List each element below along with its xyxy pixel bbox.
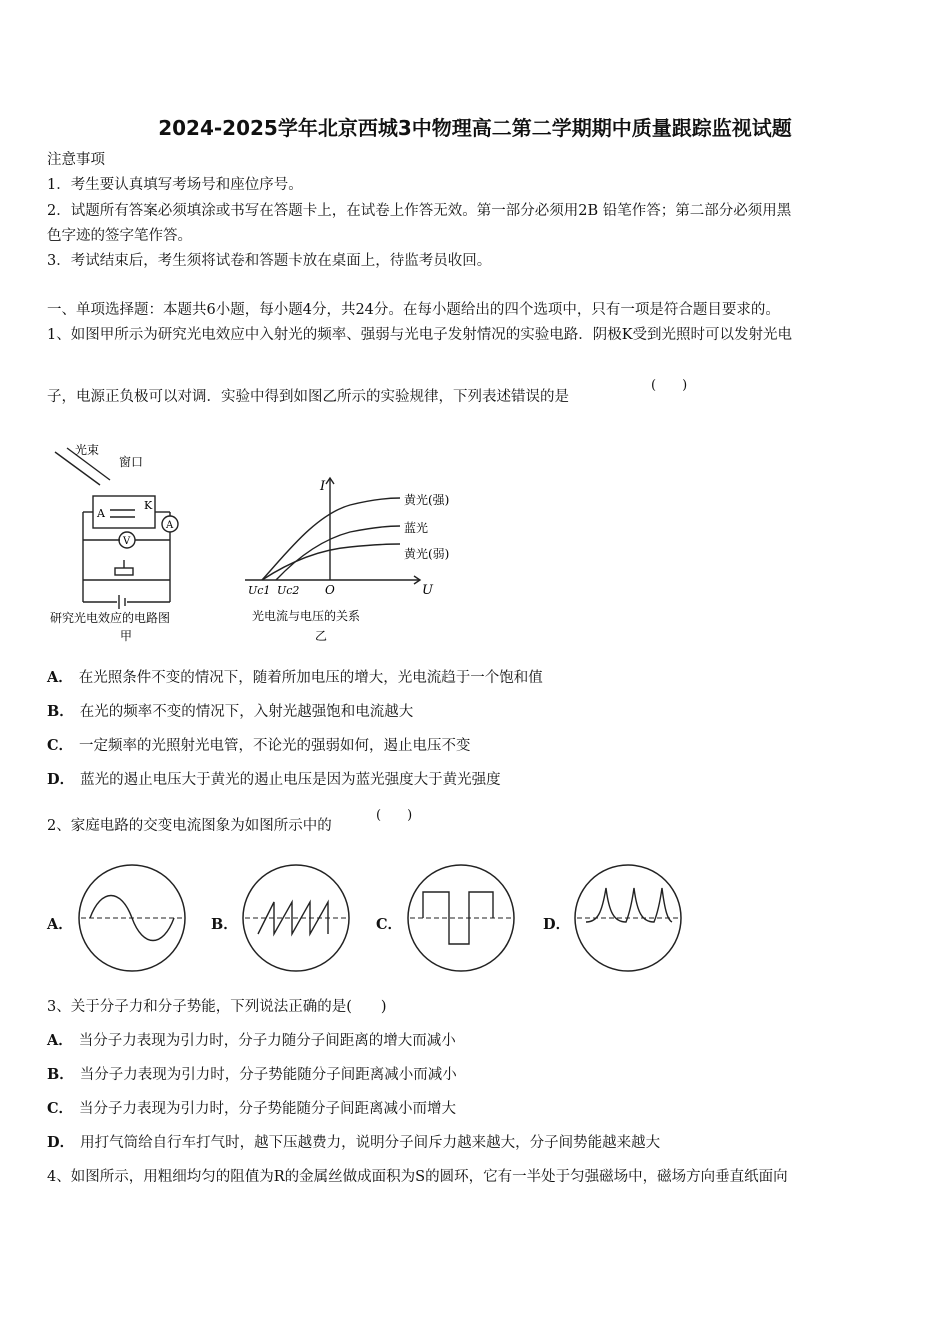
legend-yellow-strong: 黄光(强) [404, 493, 450, 507]
q2-option-d-label[interactable]: D． [543, 916, 571, 933]
q2-option-a-label[interactable]: A． [47, 916, 73, 933]
q1-answer-paren: ( ) [651, 378, 688, 393]
q1-iu-graph [240, 470, 470, 648]
q2-answer-paren: ( ) [376, 808, 413, 823]
label-ammeter: A [166, 520, 174, 531]
label-voltmeter: V [123, 536, 131, 547]
label-uc1: Uc1 [248, 584, 271, 597]
label-cathode: K [144, 499, 153, 512]
q4-stem: 4、如图所示，用粗细均匀的阻值为R的金属丝做成面积为S的圆环，它有一半处于匀强磁场中，磁场方向垂直纸面向 [47, 1169, 788, 1185]
fig-b-caption: 光电流与电压的关系 [252, 609, 361, 623]
q1-circuit-figure [45, 440, 215, 645]
q1-option-a[interactable]: A． 在光照条件不变的情况下，随着所加电压的增大，光电流趋于一个饱和值 [47, 669, 543, 686]
q1-option-d[interactable]: D． 蓝光的遏止电压大于黄光的遏止电压是因为蓝光强度大于黄光强度 [47, 771, 501, 788]
label-beam: 光束 [75, 443, 100, 457]
q2-option-c-square[interactable] [405, 862, 517, 974]
q2-option-b-label[interactable]: B． [211, 916, 238, 933]
section-heading: 一、单项选择题：本题共6小题，每小题4分，共24分。在每小题给出的四个选项中，只有一项是符合题目要求的。 [47, 302, 780, 318]
q2-stem: 2、家庭电路的交变电流图象为如图所示中的 [47, 818, 332, 834]
q3-option-d[interactable]: D． 用打气筒给自行车打气时，越下压越费力，说明分子间斥力越来越大，分子间势能越来越大 [47, 1134, 661, 1151]
q3-stem: 3、关于分子力和分子势能，下列说法正确的是( ) [47, 999, 387, 1015]
q2-option-c-label[interactable]: C． [376, 916, 403, 933]
notice-item-2: 2．试题所有答案必须填涂或书写在答题卡上，在试卷上作答无效。第一部分必须用2B 铅笔作答；第二部分必须用黑 [47, 203, 792, 219]
label-window: 窗口 [119, 455, 144, 469]
q1-option-c[interactable]: C． 一定频率的光照射光电管，不论光的强弱如何，遏止电压不变 [47, 737, 471, 754]
q2-option-d-spike[interactable] [572, 862, 684, 974]
fig-a-caption: 研究光电效应的电路图 [50, 611, 171, 625]
q1-stem-line1: 1、如图甲所示为研究光电效应中入射光的频率、强弱与光电子发射情况的实验电路．阴极K受到光照时可以发射光电 [47, 327, 793, 343]
fig-b-label: 乙 [315, 629, 328, 643]
origin-O: O [325, 583, 335, 597]
q1-stem-line2: 子，电源正负极可以对调．实验中得到如图乙所示的实验规律，下列表述错误的是 [47, 389, 569, 405]
legend-yellow-weak: 黄光(弱) [404, 547, 450, 561]
notice-item-3: 3．考试结束后，考生须将试卷和答题卡放在桌面上，待监考员收回。 [47, 253, 492, 269]
q1-option-b[interactable]: B． 在光的频率不变的情况下，入射光越强饱和电流越大 [47, 703, 414, 720]
q3-option-b[interactable]: B． 当分子力表现为引力时，分子势能随分子间距离减小而减小 [47, 1066, 457, 1083]
notice-heading: 注意事项 [47, 152, 105, 168]
q2-option-a-sine[interactable] [76, 862, 188, 974]
q3-option-c[interactable]: C． 当分子力表现为引力时，分子势能随分子间距离减小而增大 [47, 1100, 457, 1117]
page-title: 2024-2025学年北京西城3中物理高二第二学期期中质量跟踪监视试题 [158, 116, 792, 140]
axis-U: U [422, 583, 433, 598]
label-anode: A [97, 507, 105, 520]
legend-blue: 蓝光 [404, 521, 429, 535]
notice-item-1: 1．考生要认真填写考场号和座位序号。 [47, 177, 303, 193]
axis-I: I [320, 479, 326, 494]
fig-a-label: 甲 [120, 629, 133, 643]
label-uc2: Uc2 [277, 584, 300, 597]
q2-option-b-sawtooth[interactable] [240, 862, 352, 974]
notice-item-2-cont: 色字迹的签字笔作答。 [47, 228, 192, 244]
q3-option-a[interactable]: A． 当分子力表现为引力时，分子力随分子间距离的增大而减小 [47, 1032, 456, 1049]
